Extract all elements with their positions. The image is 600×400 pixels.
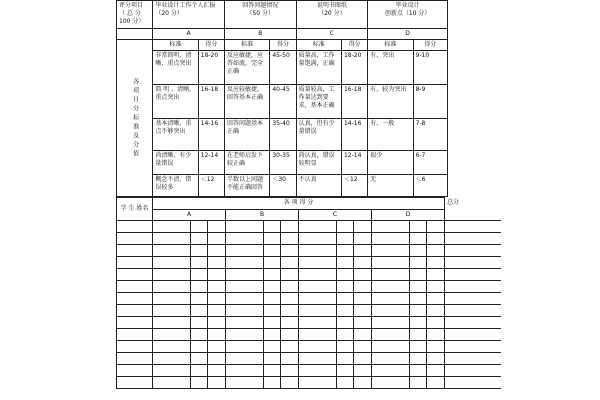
score-cell[interactable] [191, 221, 208, 233]
score-cell[interactable] [226, 353, 264, 365]
score-cell[interactable] [264, 269, 281, 281]
score-cell[interactable] [264, 233, 281, 245]
score-cell[interactable] [299, 257, 337, 269]
score-cell[interactable] [153, 317, 191, 329]
score-cell[interactable] [354, 233, 372, 245]
score-cell[interactable] [281, 341, 299, 353]
score-cell[interactable] [281, 293, 299, 305]
score-cell[interactable] [191, 233, 208, 245]
score-cell[interactable] [281, 377, 299, 389]
student-score-row [117, 281, 501, 293]
letter-d: D [368, 29, 448, 40]
sub-standard-d: 标准 [368, 40, 413, 51]
score-cell[interactable] [410, 281, 427, 293]
d-standard: 有，较为突出 [368, 85, 413, 119]
a-standard: 非常简明、清晰，重点突出 [153, 51, 198, 85]
score-cell[interactable] [281, 233, 299, 245]
score-header-row [117, 198, 501, 210]
d-score: 8-9 [413, 85, 447, 119]
score-cell[interactable] [410, 353, 427, 365]
b-standard: 回答问题基本正确 [224, 119, 269, 151]
score-cell[interactable] [337, 305, 354, 317]
student-score-row [117, 221, 501, 233]
student-name-cell[interactable] [117, 221, 153, 233]
total-cell[interactable] [445, 293, 501, 305]
score-cell[interactable] [191, 305, 208, 317]
total-cell[interactable] [445, 245, 501, 257]
score-cell[interactable] [226, 341, 264, 353]
score-cell[interactable] [299, 293, 337, 305]
d-score: 6-7 [413, 151, 447, 175]
score-cell[interactable] [337, 269, 354, 281]
score-cell[interactable] [354, 365, 372, 377]
item-header-cell [117, 1, 153, 29]
score-cell[interactable] [372, 353, 410, 365]
student-score-row [117, 233, 501, 245]
score-letter-d: D [372, 210, 445, 221]
criteria-row [117, 85, 448, 119]
criteria-title-row [117, 1, 448, 29]
score-letter-a: A [153, 210, 226, 221]
score-cell[interactable] [226, 233, 264, 245]
student-name-cell[interactable] [117, 305, 153, 317]
criteria-row [117, 151, 448, 175]
d-score: 9-10 [413, 51, 447, 85]
b-score: ＜30 [270, 175, 296, 197]
score-cell[interactable] [410, 221, 427, 233]
student-score-row [117, 329, 501, 341]
a-standard: 基本清晰，重点不够突出 [153, 119, 198, 151]
letter-b: B [224, 29, 296, 40]
score-cell[interactable] [337, 341, 354, 353]
c-standard: 质量较高，工作量达到要求，基本正确 [296, 85, 341, 119]
score-cell[interactable] [264, 353, 281, 365]
score-cell[interactable] [372, 377, 410, 389]
score-cell[interactable] [226, 269, 264, 281]
total-cell[interactable] [445, 341, 501, 353]
score-cell[interactable] [372, 233, 410, 245]
score-cell[interactable] [226, 377, 264, 389]
score-cell[interactable] [299, 221, 337, 233]
score-cell[interactable] [264, 329, 281, 341]
evaluation-sheet [116, 0, 480, 400]
score-cell[interactable] [354, 305, 372, 317]
sub-score-d: 得分 [413, 40, 447, 51]
d-standard: 无 [368, 175, 413, 197]
score-cell[interactable] [281, 329, 299, 341]
score-cell[interactable] [410, 293, 427, 305]
score-cell[interactable] [208, 221, 226, 233]
total-cell[interactable] [445, 221, 501, 233]
c-standard: 不认真 [296, 175, 341, 197]
score-cell[interactable] [191, 245, 208, 257]
score-cell[interactable] [427, 257, 445, 269]
score-cell[interactable] [299, 317, 337, 329]
score-cell[interactable] [427, 305, 445, 317]
score-cell[interactable] [410, 245, 427, 257]
score-cell[interactable] [337, 281, 354, 293]
score-cell[interactable] [427, 365, 445, 377]
score-cell[interactable] [264, 293, 281, 305]
score-cell[interactable] [427, 269, 445, 281]
score-cell[interactable] [372, 221, 410, 233]
d-standard: 很少 [368, 151, 413, 175]
a-score: 12-14 [198, 151, 224, 175]
score-cell[interactable] [153, 257, 191, 269]
total-cell[interactable] [445, 377, 501, 389]
student-score-row [117, 269, 501, 281]
score-letter-row [117, 210, 501, 221]
score-cell[interactable] [191, 377, 208, 389]
score-cell[interactable] [427, 377, 445, 389]
score-cell[interactable] [337, 317, 354, 329]
score-cell[interactable] [226, 305, 264, 317]
score-cell[interactable] [153, 221, 191, 233]
student-name-cell[interactable] [117, 365, 153, 377]
a-score: ＜12 [198, 175, 224, 197]
score-cell[interactable] [337, 365, 354, 377]
score-cell[interactable] [299, 365, 337, 377]
col-b-title: 回答问题情况 （50 分） [224, 1, 296, 29]
score-cell[interactable] [226, 365, 264, 377]
d-standard: 有，一般 [368, 119, 413, 151]
score-cell[interactable] [264, 221, 281, 233]
criteria-row [117, 175, 448, 197]
score-cell[interactable] [372, 293, 410, 305]
score-cell[interactable] [410, 365, 427, 377]
b-standard: 在老师启发下较正确 [224, 151, 269, 175]
b-standard: 反应敏捷，应答如流，完全正确 [224, 51, 269, 85]
student-name-cell[interactable] [117, 293, 153, 305]
total-note: （ 总 分 100 分） [119, 10, 145, 25]
score-cell[interactable] [337, 293, 354, 305]
score-cell[interactable] [264, 245, 281, 257]
total-cell[interactable] [445, 269, 501, 281]
score-cell[interactable] [299, 269, 337, 281]
sub-standard-c: 标准 [296, 40, 341, 51]
b-score: 40-45 [270, 85, 296, 119]
score-cell[interactable] [264, 377, 281, 389]
score-cell[interactable] [264, 281, 281, 293]
student-score-row [117, 377, 501, 389]
score-cell[interactable] [226, 329, 264, 341]
score-cell[interactable] [372, 269, 410, 281]
score-cell[interactable] [226, 317, 264, 329]
sub-score-a: 得分 [198, 40, 224, 51]
score-cell[interactable] [153, 245, 191, 257]
score-cell[interactable] [208, 365, 226, 377]
score-cell[interactable] [281, 257, 299, 269]
subheader-row [117, 40, 448, 51]
score-cell[interactable] [299, 245, 337, 257]
sub-standard-a: 标准 [153, 40, 198, 51]
score-cell[interactable] [354, 329, 372, 341]
score-cell[interactable] [299, 305, 337, 317]
letter-a: A [153, 29, 225, 40]
score-cell[interactable] [208, 341, 226, 353]
student-name-cell[interactable] [117, 317, 153, 329]
score-cell[interactable] [410, 305, 427, 317]
score-letter-b: B [226, 210, 299, 221]
score-cell[interactable] [410, 341, 427, 353]
student-name-cell[interactable] [117, 245, 153, 257]
student-name-cell[interactable] [117, 341, 153, 353]
score-cell[interactable] [427, 341, 445, 353]
score-cell[interactable] [153, 233, 191, 245]
student-score-row [117, 293, 501, 305]
student-name-cell[interactable] [117, 377, 153, 389]
score-cell[interactable] [354, 245, 372, 257]
score-cell[interactable] [427, 281, 445, 293]
score-cell[interactable] [410, 317, 427, 329]
student-score-row [117, 353, 501, 365]
score-cell[interactable] [191, 269, 208, 281]
a-score: 14-16 [198, 119, 224, 151]
b-standard: 半数以上问题不能正确回答 [224, 175, 269, 197]
score-cell[interactable] [226, 293, 264, 305]
student-score-row [117, 365, 501, 377]
b-score: 45-50 [270, 51, 296, 85]
score-cell[interactable] [281, 353, 299, 365]
score-cell[interactable] [427, 317, 445, 329]
score-cell[interactable] [410, 377, 427, 389]
score-cell[interactable] [354, 257, 372, 269]
score-cell[interactable] [281, 245, 299, 257]
total-cell[interactable] [445, 353, 501, 365]
letter-c: C [296, 29, 368, 40]
b-score: 35-40 [270, 119, 296, 151]
score-cell[interactable] [410, 233, 427, 245]
score-cell[interactable] [354, 293, 372, 305]
score-cell[interactable] [354, 317, 372, 329]
c-standard: 认真，但有少量错误 [296, 119, 341, 151]
score-cell[interactable] [153, 329, 191, 341]
score-cell[interactable] [299, 341, 337, 353]
student-name-cell[interactable] [117, 281, 153, 293]
total-header: 总分 [445, 198, 501, 221]
score-cell[interactable] [299, 377, 337, 389]
score-cell[interactable] [208, 317, 226, 329]
student-name-cell[interactable] [117, 269, 153, 281]
a-standard: 简 明 ，清晰，重点突出 [153, 85, 198, 119]
col-c-title: 说明书图纸 （20 分） [296, 1, 368, 29]
score-cell[interactable] [264, 341, 281, 353]
score-cell[interactable] [208, 377, 226, 389]
score-cell[interactable] [337, 329, 354, 341]
score-cell[interactable] [153, 365, 191, 377]
a-standard: 尚清晰、有少量错误 [153, 151, 198, 175]
student-name-cell[interactable] [117, 233, 153, 245]
score-cell[interactable] [281, 305, 299, 317]
sub-score-b: 得分 [270, 40, 296, 51]
score-cell[interactable] [208, 305, 226, 317]
score-cell[interactable] [410, 257, 427, 269]
score-cell[interactable] [410, 329, 427, 341]
d-score: ＜6 [413, 175, 447, 197]
score-cell[interactable] [427, 221, 445, 233]
score-cell[interactable] [354, 269, 372, 281]
score-cell[interactable] [226, 221, 264, 233]
letter-row [117, 29, 448, 40]
score-cell[interactable] [226, 257, 264, 269]
score-cell[interactable] [264, 257, 281, 269]
b-standard: 反应较敏捷，回答基本正确 [224, 85, 269, 119]
score-cell[interactable] [372, 257, 410, 269]
score-table [116, 197, 501, 389]
score-cell[interactable] [299, 233, 337, 245]
score-cell[interactable] [208, 233, 226, 245]
score-cell[interactable] [354, 341, 372, 353]
student-name-header: 学 生 姓名 [117, 198, 153, 221]
student-score-row [117, 317, 501, 329]
score-cell[interactable] [191, 293, 208, 305]
sub-standard-b: 标准 [224, 40, 269, 51]
score-cell[interactable] [372, 245, 410, 257]
score-cell[interactable] [153, 341, 191, 353]
criteria-row [117, 119, 448, 151]
score-cell[interactable] [191, 353, 208, 365]
score-cell[interactable] [191, 317, 208, 329]
student-score-row [117, 245, 501, 257]
student-score-row [117, 305, 501, 317]
student-score-row [117, 257, 501, 269]
student-score-row [117, 341, 501, 353]
score-cell[interactable] [299, 353, 337, 365]
score-cell[interactable] [354, 281, 372, 293]
score-cell[interactable] [427, 293, 445, 305]
score-cell[interactable] [337, 233, 354, 245]
score-cell[interactable] [427, 245, 445, 257]
score-cell[interactable] [299, 281, 337, 293]
score-cell[interactable] [208, 257, 226, 269]
score-cell[interactable] [191, 365, 208, 377]
score-cell[interactable] [281, 317, 299, 329]
score-cell[interactable] [372, 281, 410, 293]
score-cell[interactable] [264, 365, 281, 377]
score-cell[interactable] [354, 353, 372, 365]
score-cell[interactable] [208, 353, 226, 365]
score-cell[interactable] [372, 329, 410, 341]
criteria-table [116, 0, 448, 197]
score-cell[interactable] [427, 353, 445, 365]
a-standard: 概念不清、错误较多 [153, 175, 198, 197]
c-score: 18-20 [341, 51, 367, 85]
c-standard: 质量高，工作量饱满，正确 [296, 51, 341, 85]
total-cell[interactable] [445, 317, 501, 329]
score-cell[interactable] [281, 281, 299, 293]
c-score: 12-14 [341, 151, 367, 175]
score-cell[interactable] [208, 245, 226, 257]
score-cell[interactable] [372, 341, 410, 353]
total-cell[interactable] [445, 365, 501, 377]
d-standard: 有，突出 [368, 51, 413, 85]
total-cell[interactable] [445, 233, 501, 245]
score-letter-c: C [299, 210, 372, 221]
item-label: 评分项目 [119, 2, 144, 9]
b-score: 30-35 [270, 151, 296, 175]
score-cell[interactable] [208, 293, 226, 305]
score-cell[interactable] [191, 257, 208, 269]
score-cell[interactable] [354, 377, 372, 389]
score-cell[interactable] [153, 305, 191, 317]
a-score: 16-18 [198, 85, 224, 119]
score-cell[interactable] [427, 329, 445, 341]
score-cell[interactable] [337, 353, 354, 365]
sub-score-c: 得分 [341, 40, 367, 51]
score-cell[interactable] [372, 317, 410, 329]
score-cell[interactable] [264, 317, 281, 329]
col-a-title: 毕业设计工作个人汇报（20 分） [153, 1, 225, 29]
criteria-row [117, 51, 448, 85]
score-cell[interactable] [337, 257, 354, 269]
score-cell[interactable] [208, 281, 226, 293]
score-cell[interactable] [299, 329, 337, 341]
score-cell[interactable] [427, 233, 445, 245]
student-name-cell[interactable] [117, 257, 153, 269]
score-cell[interactable] [153, 353, 191, 365]
score-cell[interactable] [410, 269, 427, 281]
score-cell[interactable] [354, 221, 372, 233]
c-score: ＜12 [341, 175, 367, 197]
score-cell[interactable] [337, 221, 354, 233]
item-scores-header: 各 项 得 分 [153, 198, 445, 210]
score-cell[interactable] [281, 365, 299, 377]
student-name-cell[interactable] [117, 353, 153, 365]
score-cell[interactable] [337, 245, 354, 257]
total-cell[interactable] [445, 281, 501, 293]
score-cell[interactable] [372, 365, 410, 377]
score-cell[interactable] [226, 281, 264, 293]
student-name-cell[interactable] [117, 329, 153, 341]
score-cell[interactable] [264, 305, 281, 317]
side-label: 各项目分标准及分值 [117, 40, 153, 197]
score-cell[interactable] [153, 377, 191, 389]
score-cell[interactable] [153, 281, 191, 293]
total-cell[interactable] [445, 305, 501, 317]
c-score: 16-18 [341, 85, 367, 119]
c-score: 14-16 [341, 119, 367, 151]
score-cell[interactable] [226, 245, 264, 257]
score-rows [117, 221, 501, 389]
score-cell[interactable] [208, 329, 226, 341]
score-cell[interactable] [281, 221, 299, 233]
score-cell[interactable] [208, 269, 226, 281]
score-cell[interactable] [337, 377, 354, 389]
col-d-title: 毕业设计 创新点（10 分） [368, 1, 448, 29]
total-cell[interactable] [445, 257, 501, 269]
score-cell[interactable] [191, 329, 208, 341]
score-cell[interactable] [191, 281, 208, 293]
score-cell[interactable] [372, 305, 410, 317]
score-cell[interactable] [191, 341, 208, 353]
score-cell[interactable] [153, 293, 191, 305]
total-cell[interactable] [445, 329, 501, 341]
c-standard: 尚认真，错误较明显 [296, 151, 341, 175]
score-cell[interactable] [153, 269, 191, 281]
a-score: 18-20 [198, 51, 224, 85]
d-score: 7-8 [413, 119, 447, 151]
score-cell[interactable] [281, 269, 299, 281]
